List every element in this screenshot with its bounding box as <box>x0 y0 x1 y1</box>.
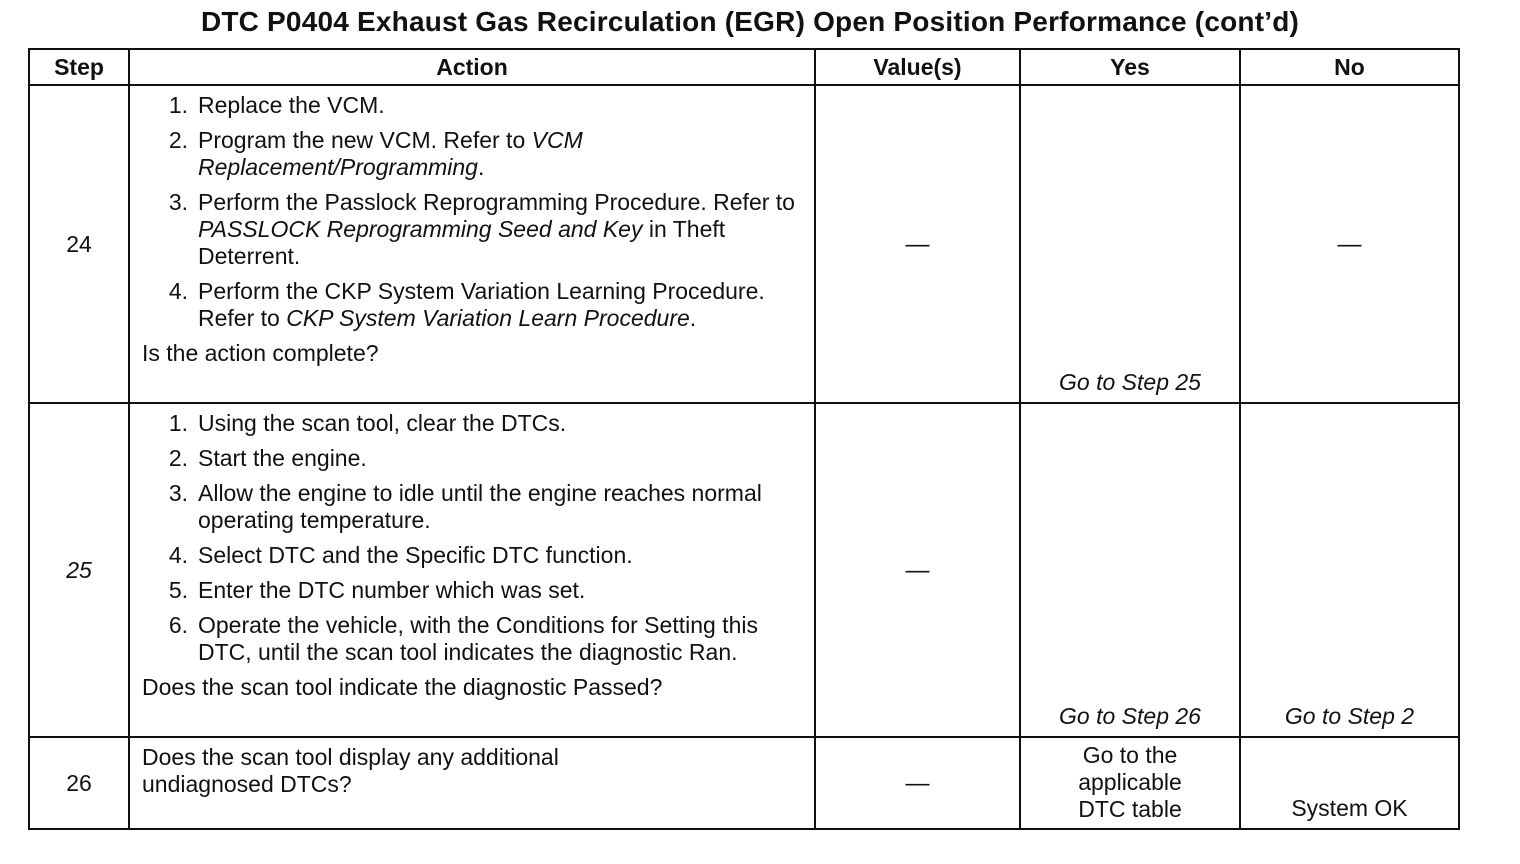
yes-cell <box>1020 85 1240 403</box>
header-yes: Yes <box>1020 49 1240 85</box>
no-cell: — <box>1240 85 1459 403</box>
reference-link-text: PASSLOCK Reprogramming Seed and Key <box>198 216 643 242</box>
item-text: Select DTC and the Specific DTC function. <box>198 542 633 568</box>
item-text: Program the new VCM. Refer to VCM Replacement/Programming. <box>198 127 583 180</box>
item-number: 4. <box>168 542 188 568</box>
header-no: No <box>1240 49 1459 85</box>
yes-action: Go to Step 26 <box>1059 703 1201 729</box>
header-step: Step <box>29 49 129 85</box>
item-number: 5. <box>168 577 188 603</box>
header-action: Action <box>129 49 815 85</box>
item-text: Using the scan tool, clear the DTCs. <box>198 410 567 436</box>
step-number: 24 <box>29 85 129 403</box>
list-item <box>142 278 814 332</box>
item-text: Replace the VCM. <box>198 92 385 118</box>
value-cell: — <box>815 403 1020 737</box>
action-list <box>142 410 814 666</box>
list-item <box>142 480 814 534</box>
value-cell: — <box>815 85 1020 403</box>
header-row <box>29 49 1459 85</box>
item-text: Allow the engine to idle until the engine reaches normal operating temperature. <box>198 480 762 533</box>
item-number: 2. <box>168 445 188 471</box>
step-question: Does the scan tool indicate the diagnostic Passed? <box>142 674 663 700</box>
yes-action: Go to Step 25 <box>1059 369 1201 395</box>
no-cell <box>1240 403 1459 737</box>
item-number: 3. <box>168 189 188 215</box>
value-cell: — <box>815 737 1020 829</box>
page-title: DTC P0404 Exhaust Gas Recirculation (EGR) Open Position Performance (cont’d) <box>200 6 1300 37</box>
table-row <box>29 737 1459 829</box>
list-item <box>142 612 814 666</box>
table-row <box>29 85 1459 403</box>
yes-cell <box>1020 403 1240 737</box>
item-number: 3. <box>168 480 188 506</box>
list-item <box>142 189 814 270</box>
reference-link-text: VCM Replacement/Programming <box>198 127 583 180</box>
list-item <box>142 445 814 472</box>
step-question: Is the action complete? <box>142 340 379 366</box>
item-number: 4. <box>168 278 188 304</box>
yes-action: Go to the applicable DTC table <box>1078 742 1182 822</box>
action-cell <box>129 737 815 829</box>
list-item <box>142 577 814 604</box>
step-question: Does the scan tool display any additional undiagnosed DTCs? <box>142 744 559 797</box>
no-cell <box>1240 737 1459 829</box>
list-item <box>142 410 814 437</box>
item-text: Enter the DTC number which was set. <box>198 577 586 603</box>
item-text: Operate the vehicle, with the Conditions for Setting this DTC, until the scan tool indicates the diagnostic Ran. <box>198 612 758 665</box>
reference-link-text: CKP System Variation Learn Procedure <box>286 305 690 331</box>
yes-cell <box>1020 737 1240 829</box>
header-values: Value(s) <box>815 49 1020 85</box>
diagnostic-table <box>28 48 1460 830</box>
table-row <box>29 403 1459 737</box>
item-text: Perform the CKP System Variation Learning Procedure. Refer to CKP System Variation Learn Procedure. <box>198 278 765 331</box>
no-action: Go to Step 2 <box>1284 703 1415 729</box>
list-item <box>142 542 814 569</box>
action-cell <box>129 85 815 403</box>
step-number: 25 <box>29 403 129 737</box>
list-item <box>142 92 814 119</box>
item-text: Perform the Passlock Reprogramming Procedure. Refer to PASSLOCK Reprogramming Seed and Key in Theft Deterrent. <box>198 189 795 269</box>
item-number: 1. <box>168 92 188 118</box>
step-number: 26 <box>29 737 129 829</box>
item-text: Start the engine. <box>198 445 367 471</box>
no-action: System OK <box>1291 795 1408 821</box>
action-cell <box>129 403 815 737</box>
item-number: 6. <box>168 612 188 638</box>
list-item <box>142 127 814 181</box>
action-list <box>142 92 814 332</box>
item-number: 2. <box>168 127 188 153</box>
item-number: 1. <box>168 410 188 436</box>
